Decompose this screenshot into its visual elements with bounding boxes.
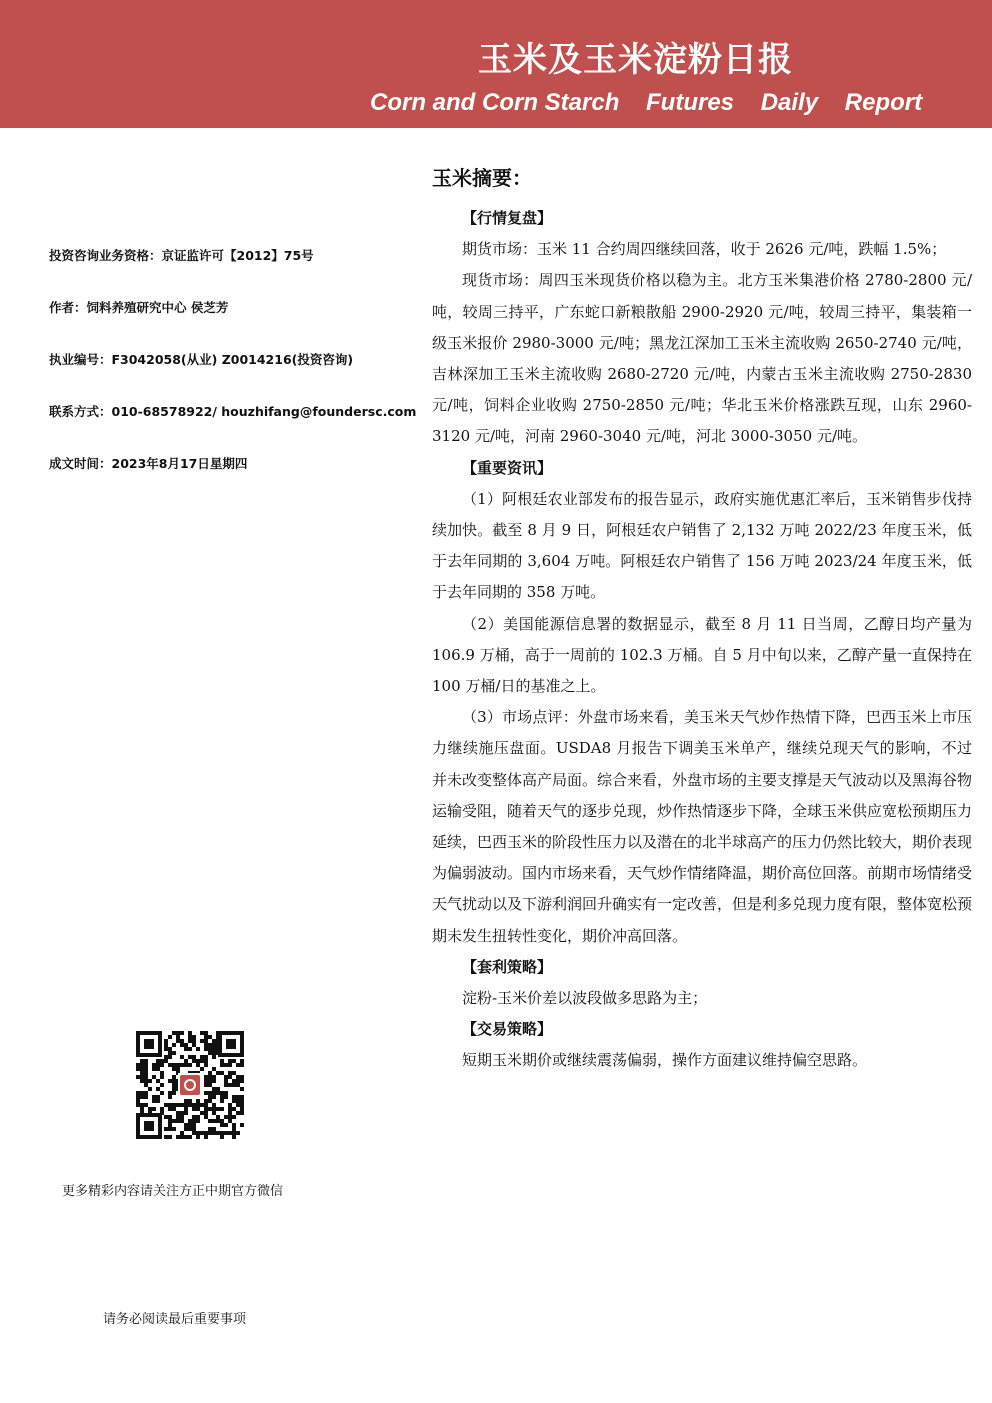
section-title-market-review: 【行情复盘】	[462, 209, 553, 227]
arbitrage-paragraph: 淀粉-玉米价差以波段做多思路为主；	[462, 989, 708, 1008]
news-paragraph-2: （2）美国能源信息署的数据显示，截至 8 月 11 日当周，乙醇日均产量为 106.9 万桶，高于一周前的 102.3 万桶。自 5 月中旬以来，乙醇产量一直保持在 100 万桶/日的基准之上。	[432, 614, 972, 696]
wechat-qr-code	[134, 1029, 246, 1141]
qualification-line: 投资咨询业务资格：京证监许可【2012】75号	[49, 248, 314, 263]
section-title-arbitrage-strategy: 【套利策略】	[462, 957, 553, 976]
report-body	[432, 203, 972, 1077]
license-line: 执业编号：F3042058(从业) Z0014216(投资咨询)	[49, 352, 354, 367]
contact-line: 联系方式：010-68578922/ houzhifang@foundersc.com	[49, 404, 417, 419]
news-paragraph-1: （1）阿根廷农业部发布的报告显示，政府实施优惠汇率后，玉米销售步伐持续加快。截至 8 月 9 日，阿根廷农户销售了 2,132 万吨 2022/23 年度玉米，低于去年同期的 3,604 万吨。阿根廷农户销售了 156 万吨 2023/24 年度玉米，低于去年同期的 358 万吨。	[432, 489, 972, 602]
report-title-en: Corn and Corn Starch Futures Daily Report	[370, 89, 923, 116]
report-title-cn: 玉米及玉米淀粉日报	[478, 40, 793, 80]
author-line: 作者：饲料养殖研究中心 侯芝芳	[49, 300, 229, 315]
summary-title: 玉米摘要：	[432, 166, 532, 190]
section-title-trading-strategy: 【交易策略】	[462, 1020, 553, 1039]
date-line: 成文时间：2023年8月17日星期四	[49, 456, 248, 471]
qr-caption: 更多精彩内容请关注方正中期官方微信	[62, 1184, 284, 1199]
trading-paragraph: 短期玉米期价或继续震荡偏弱，操作方面建议维持偏空思路。	[462, 1051, 868, 1070]
spot-market-paragraph: 现货市场：周四玉米现货价格以稳为主。北方玉米集港价格 2780-2800 元/吨，较周三持平，广东蛇口新粮散船 2900-2920 元/吨，较周三持平，集装箱一级玉米报价 2980-3000 元/吨；黑龙江深加工玉米主流收购 2650-2740 元/吨，吉林深加工玉米主流收购 2680-2720 元/吨，内蒙古玉米主流收购 2750-2830 元/吨，饲料企业收购 2750-2850 元/吨；华北玉米价格涨跌互现，山东 2960-3120 元/吨，河南 2960-3040 元/吨，河北 3000-3050 元/吨。	[432, 271, 972, 446]
header-banner	[0, 0, 992, 128]
futures-market-paragraph: 期货市场：玉米 11 合约周四继续回落，收于 2626 元/吨，跌幅 1.5%；	[462, 240, 947, 259]
section-title-important-news: 【重要资讯】	[462, 458, 553, 477]
footer-note: 请务必阅读最后重要事项	[103, 1312, 247, 1327]
news-paragraph-3: （3）市场点评：外盘市场来看，美玉米天气炒作热情下降，巴西玉米上市压力继续施压盘面。USDA8 月报告下调美玉米单产，继续兑现天气的影响，不过并未改变整体高产局面。综合来看，外盘市场的主要支撑是天气波动以及黑海谷物运输受阻，随着天气的逐步兑现，炒作热情逐步下降，全球玉米供应宽松预期压力延续，巴西玉米的阶段性压力以及潜在的北半球高产的压力仍然比较大，期价表现为偏弱波动。国内市场来看，天气炒作情绪降温，期价高位回落。前期市场情绪受天气扰动以及下游利润回升确实有一定改善，但是利多兑现力度有限，整体宽松预期未发生扭转性变化，期价冲高回落。	[432, 708, 973, 945]
